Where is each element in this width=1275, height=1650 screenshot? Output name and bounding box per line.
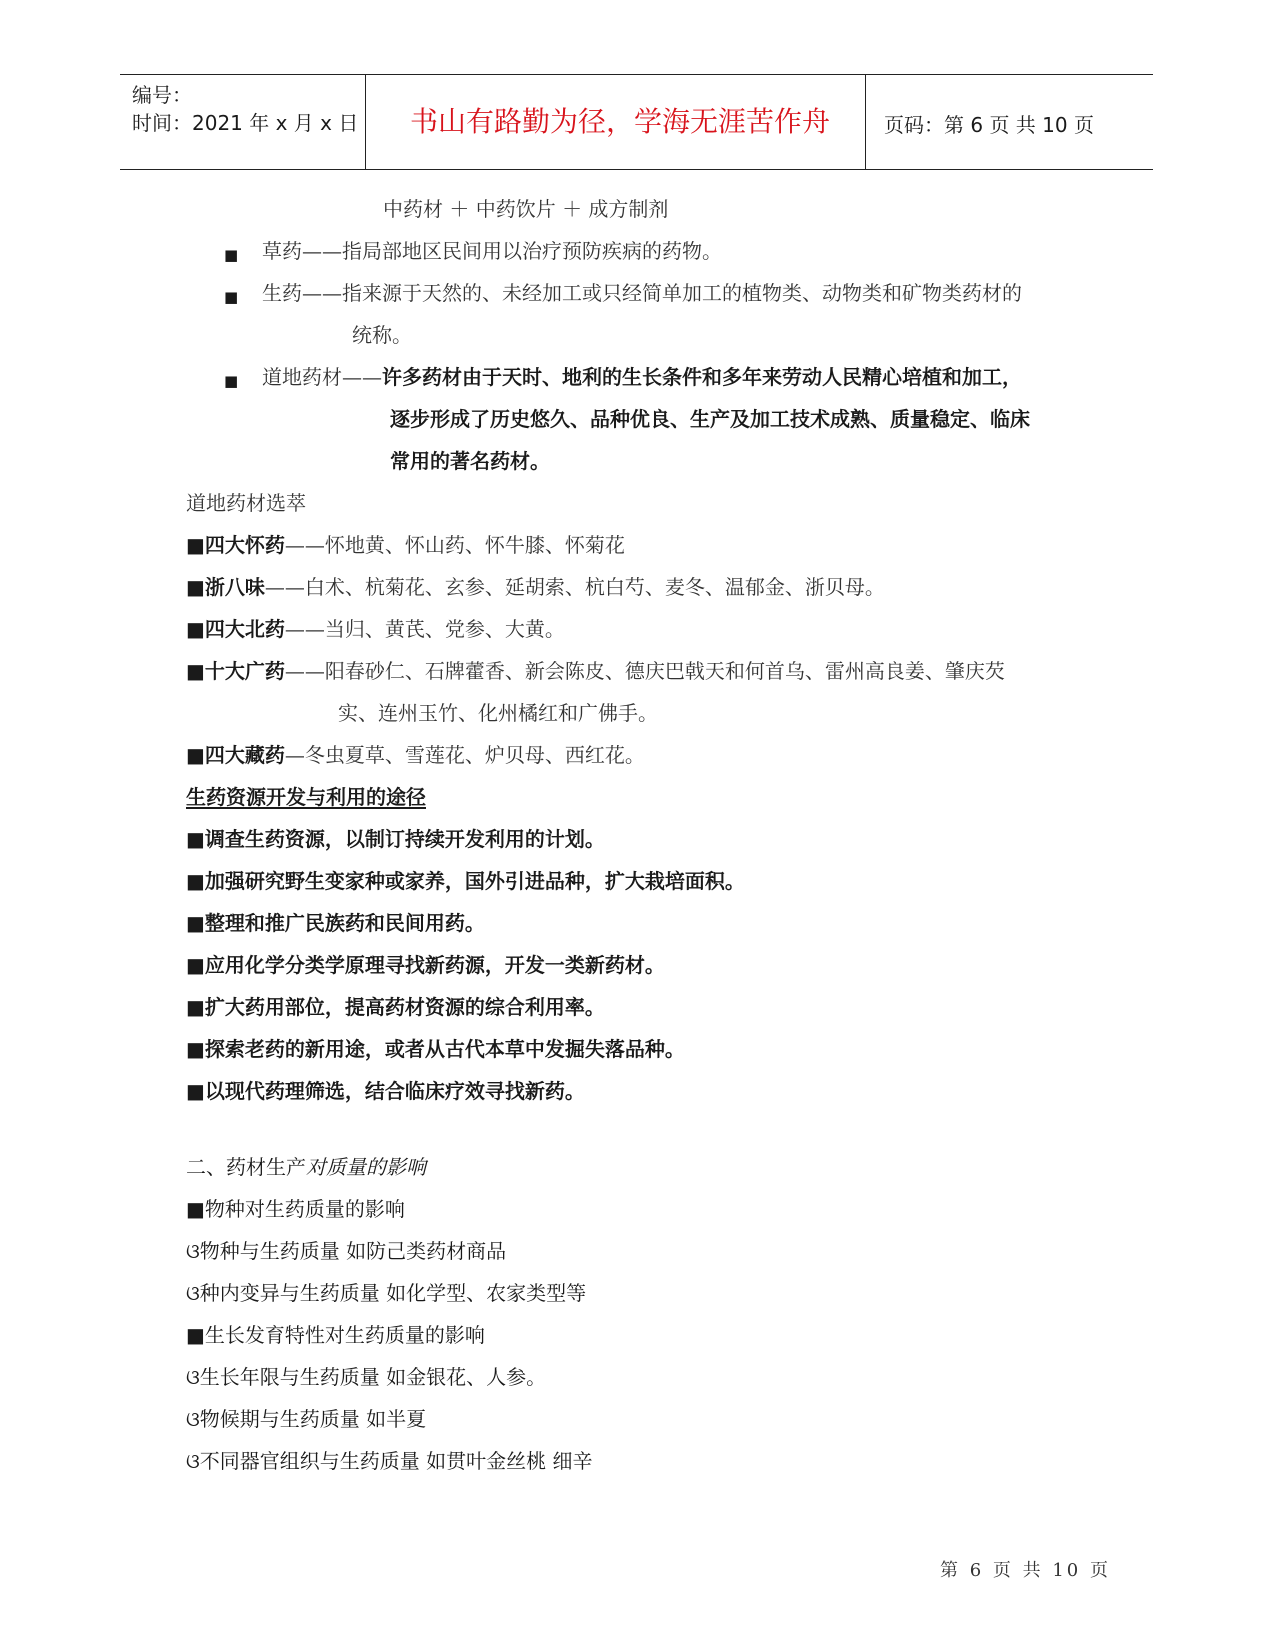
daodi-continuation: 实、连州玉竹、化州橘红和广佛手。: [338, 701, 658, 725]
section-heading: 二、药材生产对质量的影响: [186, 1155, 426, 1179]
daodi-item: ■四大怀药——怀地黄、怀山药、怀牛膝、怀菊花: [186, 533, 625, 557]
route-item: ■加强研究野生变家种或家养，国外引进品种，扩大栽培面积。: [186, 869, 745, 893]
page-label: 页码：第 6 页 共 10 页: [884, 113, 1094, 137]
bullet-continuation: 统称。: [352, 323, 412, 347]
section-title: 道地药材选萃: [186, 491, 306, 515]
route-item: ■扩大药用部位，提高药材资源的综合利用率。: [186, 995, 605, 1019]
bullet-icon: ■: [224, 288, 239, 306]
bullet-continuation: 逐步形成了历史悠久、品种优良、生产及加工技术成熟、质量稳定、临床: [390, 407, 1030, 431]
daodi-item: ■十大广药——阳春砂仁、石牌藿香、新会陈皮、德庆巴戟天和何首乌、雷州高良姜、肇庆芡: [186, 659, 1005, 683]
daodi-item: ■浙八味——白术、杭菊花、玄参、延胡索、杭白芍、麦冬、温郁金、浙贝母。: [186, 575, 885, 599]
bullet-item: 生药——指来源于天然的、未经加工或只经简单加工的植物类、动物类和矿物类药材的: [262, 281, 1022, 305]
quality-item: ■生长发育特性对生药质量的影响: [186, 1323, 485, 1347]
number-label: 编号：: [132, 83, 192, 107]
daodi-item: ■四大北药——当归、黄芪、党参、大黄。: [186, 617, 565, 641]
page-header: [120, 74, 1153, 170]
route-item: ■探索老药的新用途，或者从古代本草中发掘失落品种。: [186, 1037, 685, 1061]
bullet-icon: ■: [224, 246, 239, 264]
quality-item: ଓ不同器官组织与生药质量 如贯叶金丝桃 细辛: [186, 1449, 593, 1473]
motto: 书山有路勤为径，学海无涯苦作舟: [409, 105, 830, 138]
formula-line: 中药材 ＋ 中药饮片 ＋ 成方制剂: [383, 197, 669, 221]
section-title: 生药资源开发与利用的途径: [186, 785, 426, 809]
header-divider: [865, 75, 866, 169]
bullet-item: 草药——指局部地区民间用以治疗预防疾病的药物。: [262, 239, 722, 263]
route-item: ■调查生药资源，以制订持续开发利用的计划。: [186, 827, 605, 851]
bullet-continuation: 常用的著名药材。: [390, 449, 550, 473]
time-label: 时间：2021 年 x 月 x 日: [132, 111, 359, 135]
bullet-icon: ■: [224, 372, 239, 390]
page-footer: 第 6 页 共 10 页: [940, 1560, 1111, 1581]
route-item: ■整理和推广民族药和民间用药。: [186, 911, 485, 935]
quality-item: ଓ物候期与生药质量 如半夏: [186, 1407, 427, 1431]
quality-item: ଓ物种与生药质量 如防己类药材商品: [186, 1239, 507, 1263]
quality-item: ■物种对生药质量的影响: [186, 1197, 405, 1221]
quality-item: ଓ生长年限与生药质量 如金银花、人参。: [186, 1365, 547, 1389]
quality-item: ଓ种内变异与生药质量 如化学型、农家类型等: [186, 1281, 587, 1305]
route-item: ■以现代药理筛选，结合临床疗效寻找新药。: [186, 1079, 585, 1103]
route-item: ■应用化学分类学原理寻找新药源，开发一类新药材。: [186, 953, 665, 977]
daodi-item: ■四大藏药—冬虫夏草、雪莲花、炉贝母、西红花。: [186, 743, 645, 767]
bullet-item: 道地药材——许多药材由于天时、地利的生长条件和多年来劳动人民精心培植和加工，: [262, 365, 1022, 389]
header-divider: [365, 75, 366, 169]
